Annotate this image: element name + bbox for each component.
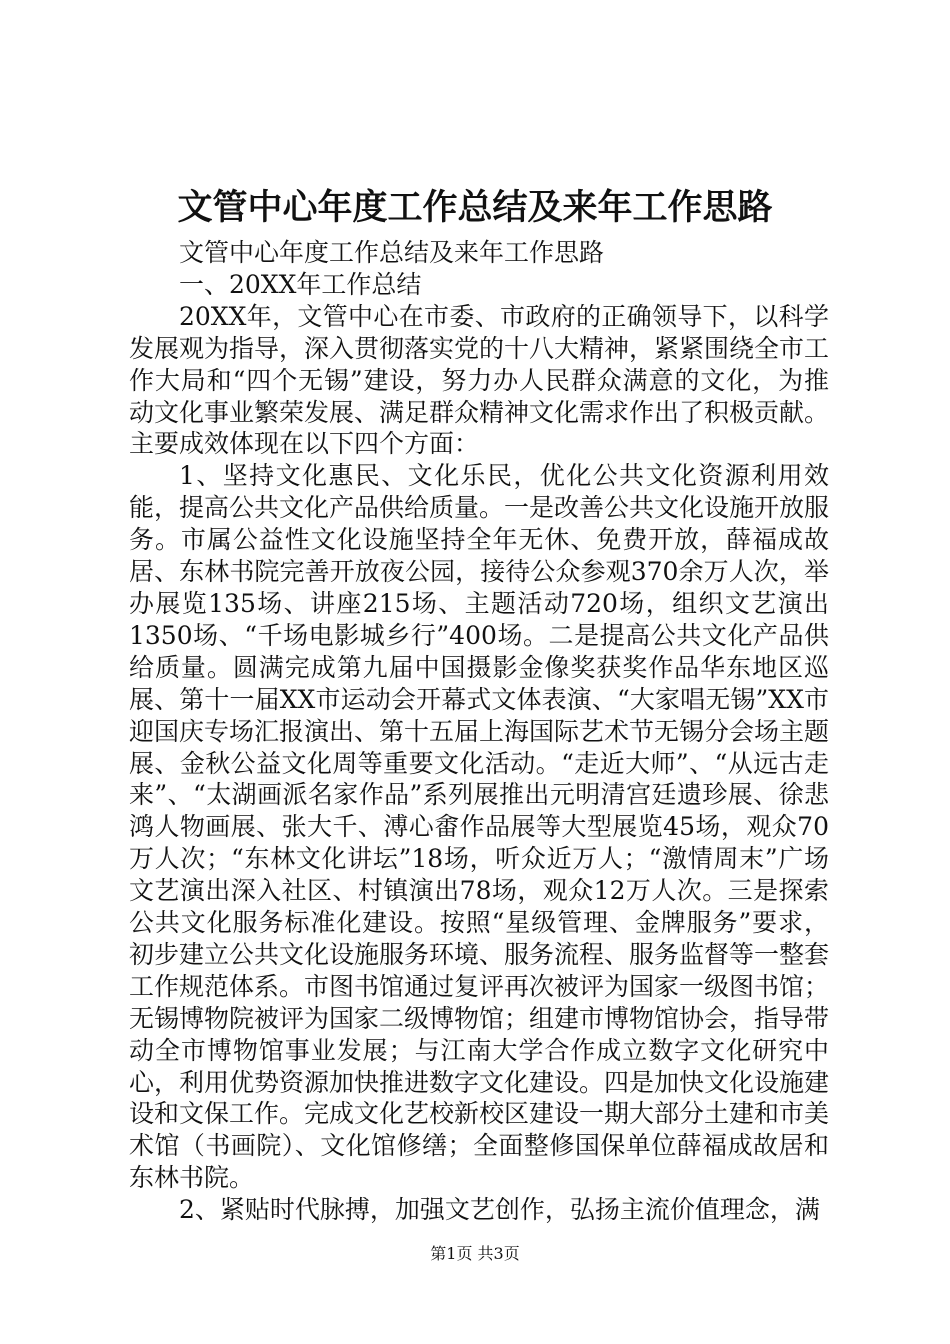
- body-paragraph-subtitle: 文管中心年度工作总结及来年工作思路: [179, 238, 605, 267]
- body-paragraph-item-2: 2、紧贴时代脉搏，加强文艺创作，弘扬主流价值理念，满: [179, 1195, 820, 1225]
- document-title: 文管中心年度工作总结及来年工作思路: [177, 187, 773, 228]
- body-paragraph-item-1: 1、坚持文化惠民、文化乐民，优化公共文化资源利用效能，提高公共文化产品供给质量。一是改善公共文化设施开放服务。市属公益性文化设施坚持全年无休、免费开放，薛福成故居、东林书院完善开放夜公园，接待公众参观370余万人次，举办展览135场、讲座215场、主题活动720场，组织文艺演出1350场、“千场电影城乡行”400场。二是提高公共文化产品供给质量。圆满完成第九届中国摄影金像奖获奖作品华东地区巡展、第十一届XX市运动会开幕式文体表演、“大家唱无锡”XX市迎国庆专场汇报演出、第十五届上海国际艺术节无锡分会场主题展、金秋公益文化周等重要文化活动。“走近大师”、“从远古走来”、“太湖画派名家作品”系列展推出元明清宫廷遗珍展、徐悲鸿人物画展、张大千、溥心畬作品展等大型展览45场，观众70万人次；“东林文化讲坛”18场，听众近万人；“激情周末”广场文艺演出深入社区、村镇演出78场，观众12万人次。三是探索公共文化服务标准化建设。按照“星级管理、金牌服务”要求，初步建立公共文化设施服务环境、服务流程、服务监督等一整套工作规范体系。市图书馆通过复评再次被评为国家一级图书馆；无锡博物院被评为国家二级博物馆；组建市博物馆协会，指导带动全市博物馆事业发展；与江南大学合作成立数字文化研究中心，利用优势资源加快推进数字文化建设。四是加快文化设施建设和文保工作。完成文化艺校新校区建设一期大部分土建和市美术馆（书画院）、文化馆修缮；全面整修国保单位薛福成故居和东林书院。: [129, 461, 830, 1193]
- page-footer: 第1页 共3页: [430, 1244, 520, 1263]
- body-paragraph-section-heading: 一、20XX年工作总结: [179, 269, 422, 299]
- body-paragraph-summary: 20XX年，文管中心在市委、市政府的正确领导下，以科学发展观为指导，深入贯彻落实党的十八大精神，紧紧围绕全市工作大局和“四个无锡”建设，努力办人民群众满意的文化，为推动文化事业繁荣发展、满足群众精神文化需求作出了积极贡献。主要成效体现在以下四个方面：: [129, 301, 830, 459]
- document-body: [129, 237, 829, 1226]
